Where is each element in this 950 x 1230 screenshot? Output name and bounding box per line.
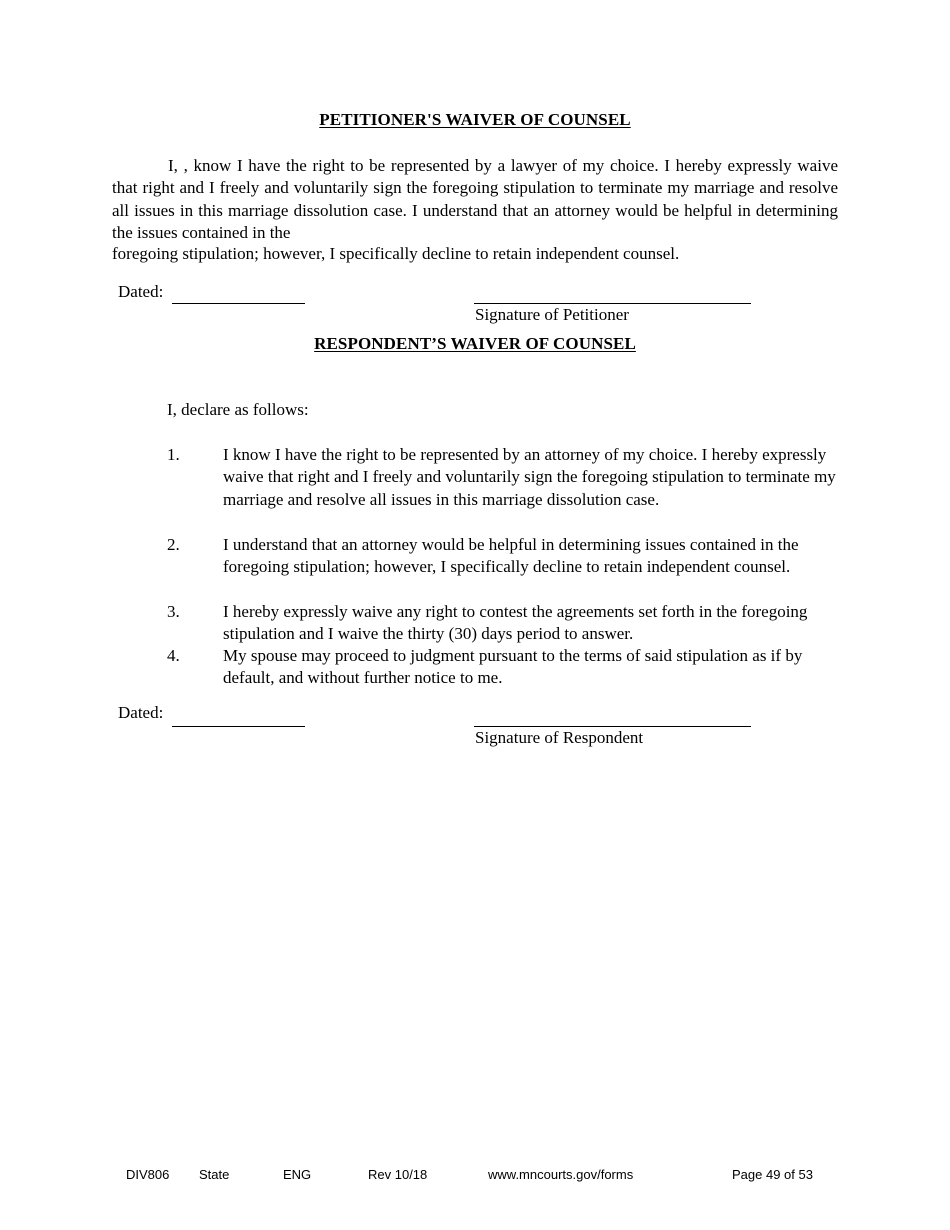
respondent-waiver-heading: RESPONDENT’S WAIVER OF COUNSEL	[314, 334, 636, 353]
petitioner-signature-label: Signature of Petitioner	[475, 305, 629, 324]
petitioner-dated-label: Dated:	[118, 282, 164, 301]
respondent-date-field[interactable]	[172, 726, 305, 727]
respondent-item-number: 3.	[167, 602, 180, 621]
respondent-declare-intro: I, declare as follows:	[167, 400, 309, 419]
respondent-item-text: I understand that an attorney would be helpful in determining issues contained in the foregoing stipulation; however, I specifically decline to retain independent counsel.	[223, 535, 799, 577]
footer-jurisdiction: State	[199, 1167, 230, 1182]
petitioner-waiver-paragraph	[112, 155, 838, 244]
footer-form-id: DIV806	[126, 1167, 170, 1182]
petitioner-waiver-body: I, , know I have the right to be represented by a lawyer of my choice. I hereby expressly waive that right and I freely and voluntarily sign the foregoing stipulation to terminate my marriage and resolve all issues in this marriage dissolution case. I understand that an attorney would be helpful in determining the issues contained in the	[112, 156, 838, 242]
footer-page-number: Page 49 of 53	[732, 1167, 813, 1182]
petitioner-waiver-last-line: foregoing stipulation; however, I specifically decline to retain independent counsel.	[112, 244, 680, 263]
respondent-signature-label: Signature of Respondent	[475, 728, 644, 747]
respondent-item-text: I hereby expressly waive any right to contest the agreements set forth in the foregoing stipulation and I waive the thirty (30) days period to answer.	[223, 602, 808, 644]
footer-revision: Rev 10/18	[368, 1167, 428, 1182]
respondent-item-number: 4.	[167, 646, 180, 665]
footer-language: ENG	[283, 1167, 312, 1182]
footer-website-link[interactable]: www.mncourts.gov/forms	[488, 1167, 634, 1182]
petitioner-waiver-heading: PETITIONER'S WAIVER OF COUNSEL	[319, 110, 631, 129]
respondent-item-text: I know I have the right to be represented by an attorney of my choice. I hereby expressly waive that right and I freely and voluntarily sign the foregoing stipulation to terminate my marriage and resolve all issues in this marriage dissolution case.	[223, 445, 836, 509]
respondent-dated-label: Dated:	[118, 703, 164, 722]
petitioner-signature-field[interactable]	[474, 303, 751, 304]
respondent-item-number: 2.	[167, 535, 180, 554]
respondent-item-text: My spouse may proceed to judgment pursuant to the terms of said stipulation as if by default, and without further notice to me.	[223, 646, 803, 688]
respondent-item-number: 1.	[167, 445, 180, 464]
petitioner-date-field[interactable]	[172, 303, 305, 304]
respondent-signature-field[interactable]	[474, 726, 751, 727]
